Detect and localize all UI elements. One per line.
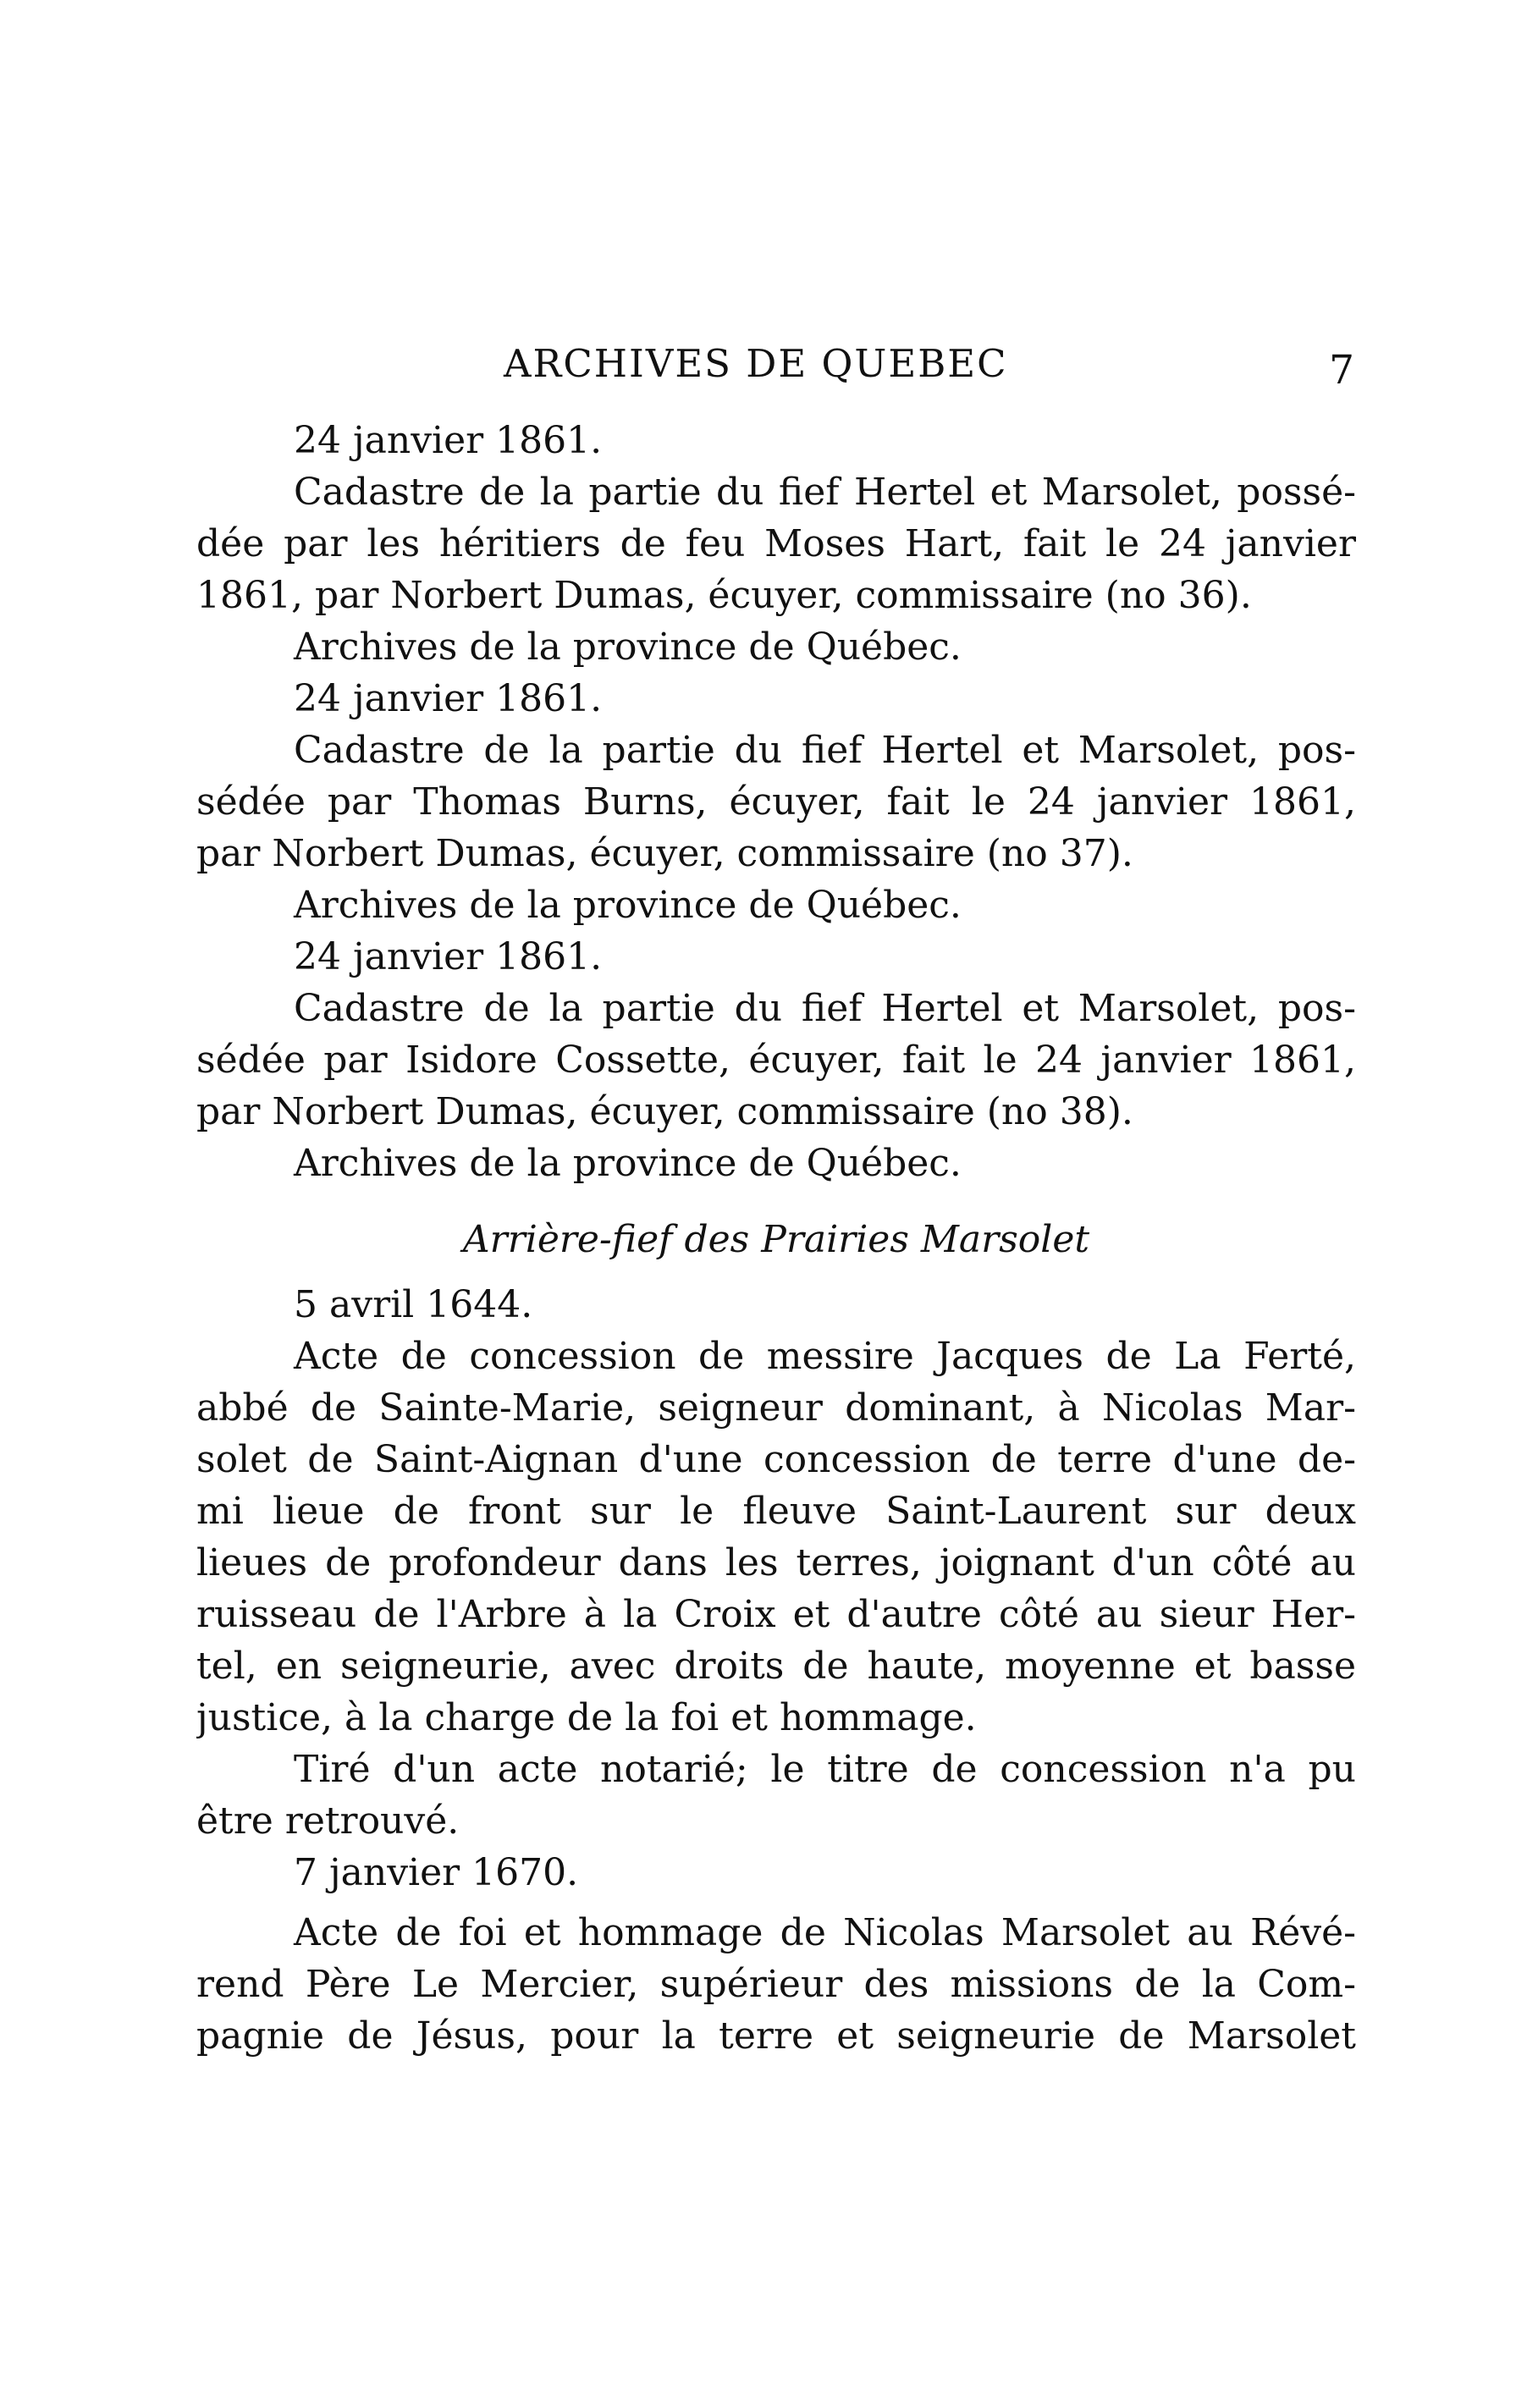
entry-note-line: être retrouvé. xyxy=(196,1799,460,1843)
entry-date: 24 janvier 1861. xyxy=(294,419,603,462)
entry-date: 24 janvier 1861. xyxy=(294,677,603,720)
entry-text-line: sédée par Thomas Burns, écuyer, fait le 24 janvier 1861, xyxy=(196,780,1356,824)
entry-note-line: Tiré d'un acte notarié; le titre de concession n'a pu xyxy=(294,1748,1356,1791)
entry-text-line: ruisseau de l'Arbre à la Croix et d'autre côté au sieur Her- xyxy=(196,1593,1356,1636)
entry-date: 5 avril 1644. xyxy=(294,1283,533,1326)
section-heading: Arrière-fief des Prairies Marsolet xyxy=(462,1218,1090,1261)
entry-text-line: lieues de profondeur dans les terres, joignant d'un côté au xyxy=(196,1541,1356,1584)
entry-date: 24 janvier 1861. xyxy=(294,935,603,978)
text-block xyxy=(196,415,1356,2062)
entry-text-line: Acte de foi et hommage de Nicolas Marsolet au Révé- xyxy=(294,1911,1356,1954)
entry-text-line: sédée par Isidore Cossette, écuyer, fait le 24 janvier 1861, xyxy=(196,1039,1356,1082)
entry-text-line: 1861, par Norbert Dumas, écuyer, commissaire (no 36). xyxy=(196,574,1252,617)
entry-text-line: tel, en seigneurie, avec droits de haute, moyenne et basse xyxy=(196,1645,1356,1688)
entry-text-line: abbé de Sainte-Marie, seigneur dominant, à Nicolas Mar- xyxy=(196,1386,1356,1430)
entry-text-line: Cadastre de la partie du fief Hertel et Marsolet, pos- xyxy=(294,987,1356,1030)
entry-text-line: par Norbert Dumas, écuyer, commissaire (no 38). xyxy=(196,1090,1133,1133)
spacer xyxy=(196,1898,1356,1907)
entry-text-line: mi lieue de front sur le fleuve Saint-Laurent sur deux xyxy=(196,1490,1356,1533)
entry-source: Archives de la province de Québec. xyxy=(294,1142,962,1185)
entry-text-line: rend Père Le Mercier, supérieur des missions de la Com- xyxy=(196,1963,1356,2006)
entry-text-line: solet de Saint-Aignan d'une concession de terre d'une de- xyxy=(196,1438,1356,1481)
running-head xyxy=(203,334,1354,394)
entry-source: Archives de la province de Québec. xyxy=(294,884,962,927)
running-title: ARCHIVES DE QUEBEC xyxy=(504,341,1008,386)
entry-text-line: Acte de concession de messire Jacques de La Ferté, xyxy=(294,1335,1356,1378)
entry-text-line: par Norbert Dumas, écuyer, commissaire (no 37). xyxy=(196,832,1133,875)
entry-text-line: pagnie de Jésus, pour la terre et seigneurie de Marsolet xyxy=(196,2014,1356,2058)
entry-text-line: Cadastre de la partie du fief Hertel et Marsolet, pos- xyxy=(294,729,1356,772)
page-number: 7 xyxy=(1329,347,1354,394)
entry-text-line: justice, à la charge de la foi et hommage. xyxy=(196,1696,977,1739)
entry-text-line: Cadastre de la partie du fief Hertel et Marsolet, possé- xyxy=(294,471,1356,514)
entry-text-line: dée par les héritiers de feu Moses Hart, fait le 24 janvier xyxy=(196,522,1356,565)
entry-date: 7 janvier 1670. xyxy=(294,1851,579,1894)
entry-source: Archives de la province de Québec. xyxy=(294,625,962,669)
